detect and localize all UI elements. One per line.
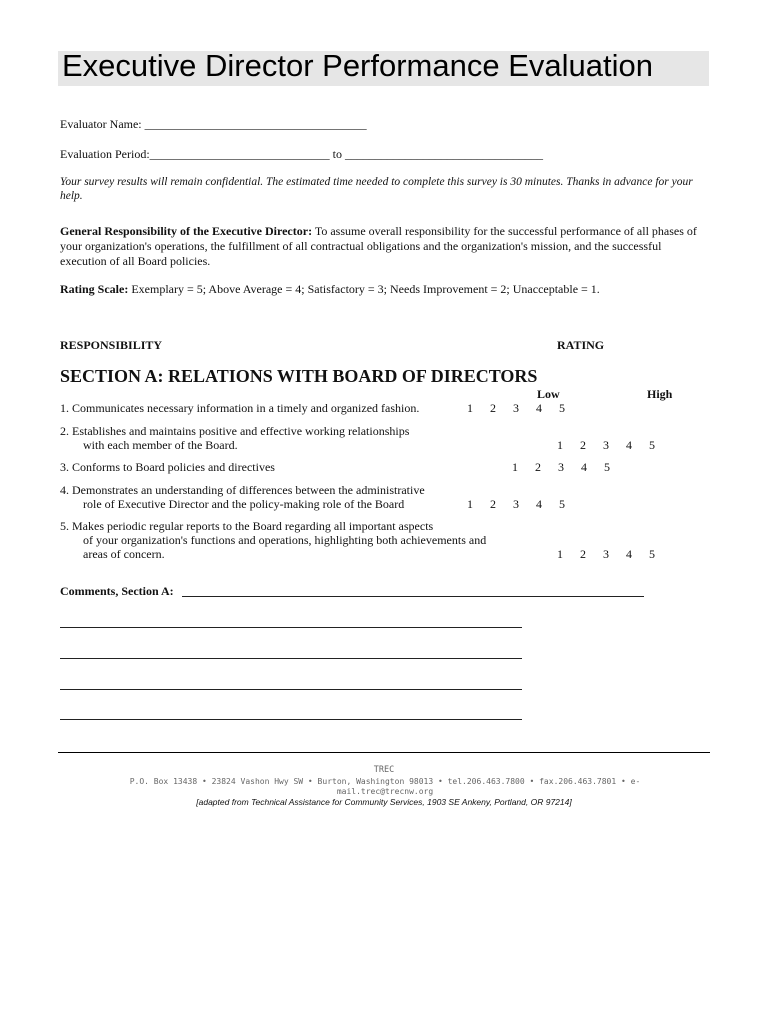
item-text: 1. Communicates necessary information in a timely and organized fashion.: [60, 401, 420, 415]
list-item: [60, 401, 419, 415]
scale-low-label: Low: [537, 387, 560, 401]
comments-line[interactable]: [60, 679, 522, 690]
rating-option-1[interactable]: 1: [467, 401, 473, 415]
period-to-label: to: [332, 147, 342, 161]
comments-line[interactable]: [60, 617, 522, 628]
rating-option-1[interactable]: 1: [512, 460, 518, 474]
rating-option-3[interactable]: 3: [603, 438, 609, 452]
rating-options: [467, 401, 582, 416]
rating-option-4[interactable]: 4: [536, 401, 542, 415]
period-start-field[interactable]: ______________________________: [149, 147, 330, 161]
rating-scale-text: Exemplary = 5; Above Average = 4; Satisfactory = 3; Needs Improvement = 2; Unacceptable = 1.: [128, 282, 600, 296]
rating-option-5[interactable]: 5: [649, 547, 655, 561]
section-a-title: SECTION A: RELATIONS WITH BOARD OF DIRECTORS: [60, 366, 538, 386]
evaluation-period-row: [60, 147, 543, 162]
general-responsibility-text: To assume overall responsibility for the successful performance of all phases of your organization's operations, the fulfillment of all contractual obligations and the organization's mission, and the successful execution of all Board policies.: [60, 224, 697, 268]
rating-options: [557, 547, 672, 562]
confidentiality-note: Your survey results will remain confidential. The estimated time needed to complete this survey is 30 minutes. Thanks in advance for your help.: [60, 176, 693, 202]
rating-option-5[interactable]: 5: [559, 401, 565, 415]
responsibility-header: RESPONSIBILITY: [60, 338, 163, 352]
scale-high-label: High: [647, 387, 673, 401]
rating-options: [512, 460, 627, 475]
item-text-continued: with each member of the Board.: [83, 438, 238, 452]
rating-option-2[interactable]: 2: [490, 497, 496, 511]
rating-option-2[interactable]: 2: [490, 401, 496, 415]
evaluator-name-row: [60, 117, 367, 132]
list-item: [60, 483, 425, 511]
rating-option-3[interactable]: 3: [513, 401, 519, 415]
footer-divider: [58, 752, 710, 753]
rating-option-4[interactable]: 4: [626, 547, 632, 561]
general-responsibility-label: General Responsibility of the Executive Director:: [60, 224, 313, 238]
rating-options: [467, 497, 582, 512]
rating-option-3[interactable]: 3: [513, 497, 519, 511]
rating-option-1[interactable]: 1: [467, 497, 473, 511]
item-text-continued: role of Executive Director and the policy-making role of the Board: [83, 497, 405, 511]
rating-option-5[interactable]: 5: [604, 460, 610, 474]
rating-scale: [60, 282, 600, 297]
page-title: Executive Director Performance Evaluation: [62, 48, 653, 83]
comments-line[interactable]: [182, 586, 644, 597]
footer-address: P.O. Box 13438 • 23824 Vashon Hwy SW • Burton, Washington 98013 • tel.206.463.7800 • fax.206.463.7801 • e-mail.trec@trecnw.org: [129, 777, 641, 796]
footer-adapted-note: [adapted from Technical Assistance for Community Services, 1903 SE Ankeny, Portland, OR 97214]: [196, 797, 572, 807]
comments-line[interactable]: [60, 709, 522, 720]
list-item: [60, 460, 275, 474]
rating-option-5[interactable]: 5: [559, 497, 565, 511]
rating-option-2[interactable]: 2: [580, 547, 586, 561]
rating-scale-label: Rating Scale:: [60, 282, 129, 296]
item-text: 3. Conforms to Board policies and directives: [60, 460, 275, 474]
item-text: 4. Demonstrates an understanding of differences between the administrative: [60, 483, 425, 497]
rating-header: RATING: [557, 338, 605, 352]
rating-option-1[interactable]: 1: [557, 547, 563, 561]
general-responsibility: [60, 224, 700, 269]
rating-option-2[interactable]: 2: [580, 438, 586, 452]
item-text: 2. Establishes and maintains positive and effective working relationships: [60, 424, 410, 438]
rating-options: [557, 438, 672, 453]
item-text-continued: of your organization's functions and operations, highlighting both achievements and: [83, 533, 487, 547]
list-item: [60, 424, 409, 452]
evaluator-name-field[interactable]: _____________________________________: [144, 117, 367, 131]
rating-option-3[interactable]: 3: [603, 547, 609, 561]
rating-option-3[interactable]: 3: [558, 460, 564, 474]
footer-org-name: TREC: [373, 765, 395, 775]
list-item: [60, 519, 486, 561]
evaluator-name-label: Evaluator Name:: [60, 117, 142, 131]
rating-option-2[interactable]: 2: [535, 460, 541, 474]
item-text-continued: areas of concern.: [83, 547, 165, 561]
rating-option-5[interactable]: 5: [649, 438, 655, 452]
rating-option-4[interactable]: 4: [581, 460, 587, 474]
period-end-field[interactable]: _________________________________: [345, 147, 543, 161]
rating-option-1[interactable]: 1: [557, 438, 563, 452]
rating-option-4[interactable]: 4: [626, 438, 632, 452]
evaluation-period-label: Evaluation Period:: [60, 147, 150, 161]
comments-label: Comments, Section A:: [60, 584, 174, 598]
item-text: 5. Makes periodic regular reports to the Board regarding all important aspects: [60, 519, 434, 533]
rating-option-4[interactable]: 4: [536, 497, 542, 511]
comments-line[interactable]: [60, 648, 522, 659]
